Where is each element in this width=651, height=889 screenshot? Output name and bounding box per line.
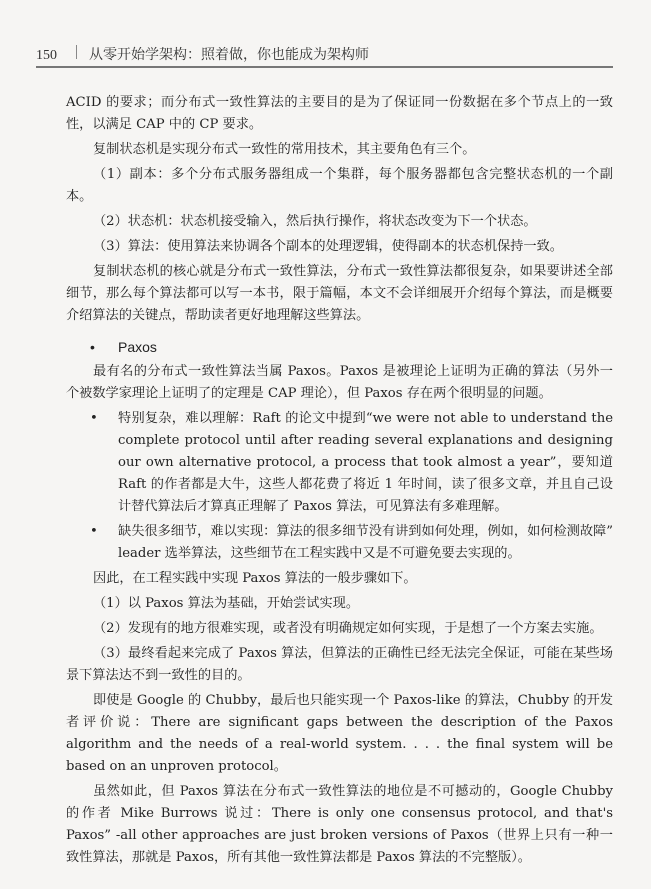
list-item: [66, 521, 613, 565]
header-divider: [76, 45, 77, 59]
list-item: （2）发现有的地方很难实现，或者没有明确规定如何实现，于是想了一个方案去实施。: [93, 621, 603, 636]
list-item: [66, 408, 613, 518]
page-header: [36, 44, 613, 64]
list-item: （3）算法：使用算法来协调各个副本的处理逻辑，使得副本的状态机保持一致。: [93, 239, 563, 254]
paragraph: 复制状态机的核心就是分布式一致性算法，分布式一致性算法都很复杂，如果要讲述全部细节，那么每个算法都可以写一本书，限于篇幅，本文不会详细展开介绍每个算法，而是概要介绍算法的关键点，帮助读者更好地理解这些算法。: [66, 264, 613, 323]
list-item: （3）最终看起来完成了 Paxos 算法，但算法的正确性已经无法完全保证，可能在某些场景下算法达不到一致性的目的。: [66, 646, 613, 683]
bullet-icon: •: [90, 524, 98, 539]
bullet-list: [66, 408, 613, 565]
paragraph: ACID 的要求；而分布式一致性算法的主要目的是为了保证同一份数据在多个节点上的一致性，以满足 CAP 中的 CP 要求。: [66, 95, 613, 132]
paragraph: 即使是 Google 的 Chubby，最后也只能实现一个 Paxos-like 的算法，Chubby 的开发者评价说：There are significant gaps between the description of the Paxos algorithm and the needs of a real-world system. . . . the final system will be based on an unproven protocol。: [66, 693, 613, 774]
header-rule: [36, 66, 613, 68]
page-number: 150: [36, 48, 57, 63]
section-heading: [66, 336, 613, 358]
paragraph: 最有名的分布式一致性算法当属 Paxos。Paxos 是被理论上证明为正确的算法（另外一个被数学家理论上证明了的定理是 CAP 理论），但 Paxos 存在两个很明显的问题。: [66, 364, 613, 401]
book-title: 从零开始学架构：照着做，你也能成为架构师: [89, 47, 369, 63]
paragraph: 复制状态机是实现分布式一致性的常用技术，其主要角色有三个。: [93, 142, 476, 157]
bullet-icon: •: [90, 411, 98, 426]
paragraph: 虽然如此，但 Paxos 算法在分布式一致性算法的地位是不可撼动的，Google Chubby 的作者 Mike Burrows 说过：There is only one consensus protocol, and that's Paxos” -all other approaches are just broken versions of Paxos（世界上只有一种一致性算法，那就是 Paxos，所有其他一致性算法都是 Paxos 算法的不完整版）。: [66, 784, 613, 865]
bullet-text: 特别复杂，难以理解：Raft 的论文中提到“we were not able to understand the complete protocol until after reading several explanations and designing our own alternative protocol, a process that took almost a year”，要知道 Raft 的作者都是大牛，这些人都花费了将近 1 年时间，读了很多文章，并且自己设计替代算法后才算真正理解了 Paxos 算法，可见算法有多难理解。: [118, 411, 613, 514]
paragraph: 因此，在工程实践中实现 Paxos 算法的一般步骤如下。: [93, 571, 417, 586]
section-title: Paxos: [118, 339, 157, 355]
bullet-icon: •: [90, 339, 95, 355]
bullet-text: 缺失很多细节，难以实现：算法的很多细节没有讲到如何处理，例如，如何检测故障” leader 选举算法，这些细节在工程实践中又是不可避免要去实现的。: [118, 524, 613, 561]
list-item: （2）状态机：状态机接受输入，然后执行操作，将状态改变为下一个状态。: [93, 214, 537, 229]
list-item: （1）以 Paxos 算法为基础，开始尝试实现。: [93, 596, 360, 611]
page-body: [66, 92, 613, 872]
list-item: （1）副本：多个分布式服务器组成一个集群，每个服务器都包含完整状态机的一个副本。: [66, 167, 613, 204]
